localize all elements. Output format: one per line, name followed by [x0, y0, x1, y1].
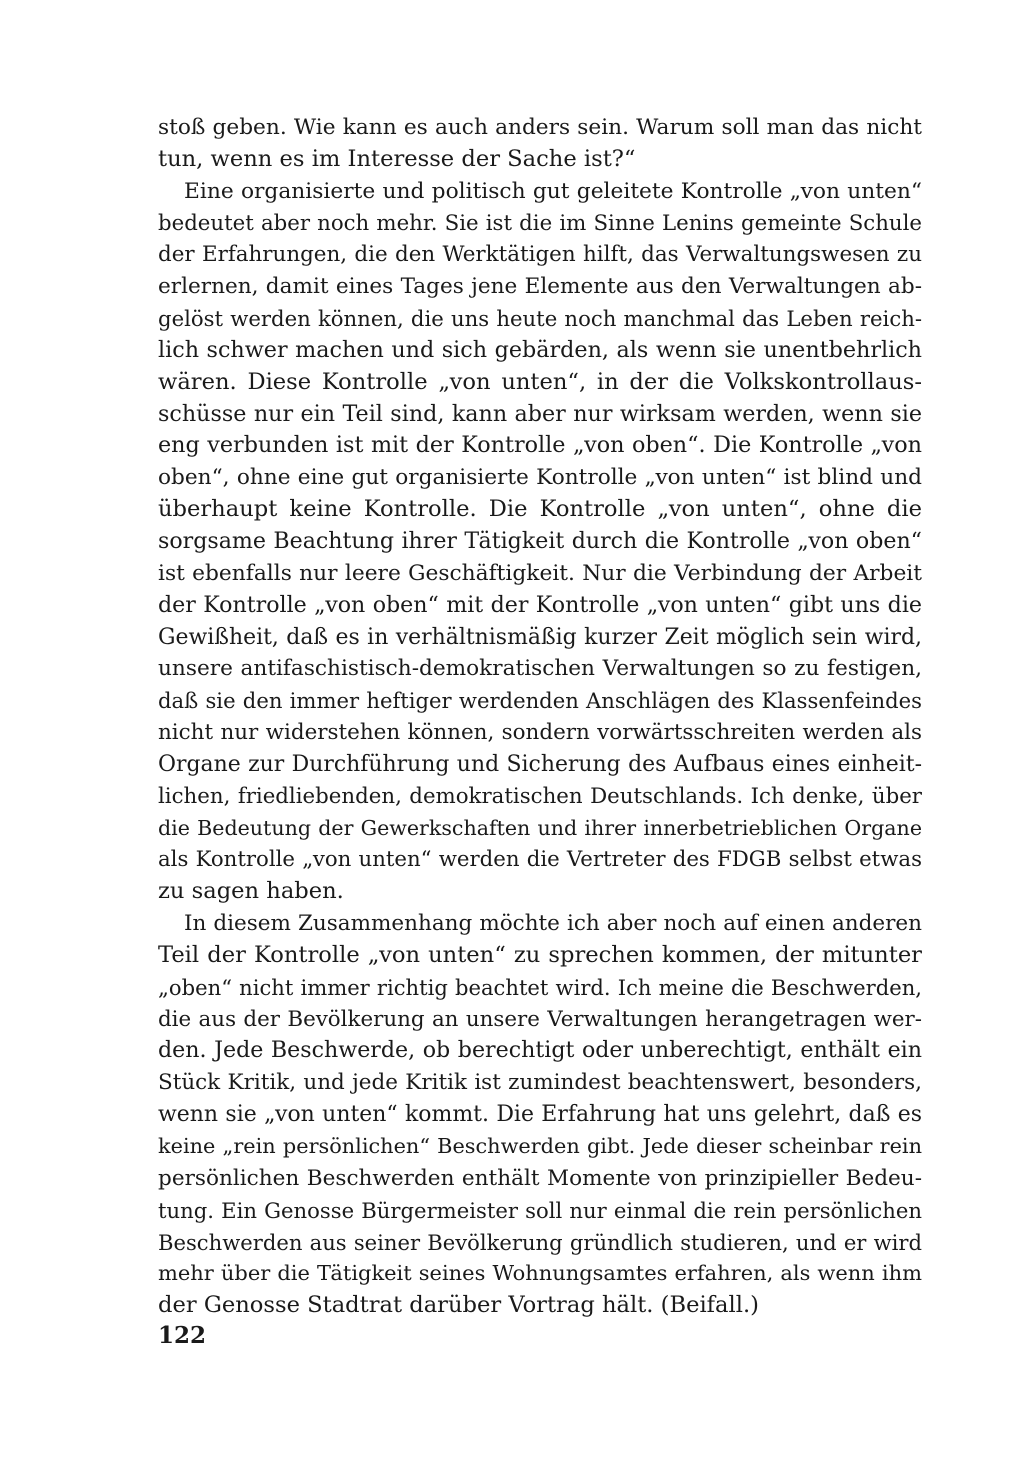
text-line: wenn sie „von unten“ kommt. Die Erfahrung hat uns gelehrt, daß es	[158, 1102, 922, 1128]
text-line: zu sagen haben.	[158, 878, 344, 905]
text-line: oben“, ohne eine gut organisierte Kontrolle „von unten“ ist blind und	[158, 465, 922, 491]
text-line: mehr über die Tätigkeit seines Wohnungsamtes erfahren, als wenn ihm	[158, 1261, 922, 1286]
text-line: der Erfahrungen, die den Werktätigen hilft, das Verwaltungswesen zu	[158, 242, 922, 268]
text-line: unsere antifaschistisch-demokratischen Verwaltungen so zu festigen,	[158, 656, 922, 682]
text-line: „oben“ nicht immer richtig beachtet wird. Ich meine die Beschwerden,	[158, 974, 922, 1000]
text-line: die Bedeutung der Gewerkschaften und ihrer innerbetrieblichen Organe	[158, 815, 922, 840]
text-line: lichen, friedliebenden, demokratischen Deutschlands. Ich denke, über	[158, 783, 922, 809]
text-line: keine „rein persönlichen“ Beschwerden gibt. Jede dieser scheinbar rein	[158, 1134, 922, 1158]
text-line: lich schwer machen und sich gebärden, als wenn sie unentbehrlich	[158, 336, 922, 363]
text-line: eng verbunden ist mit der Kontrolle „von oben“. Die Kontrolle „von	[158, 432, 922, 459]
text-line: ist ebenfalls nur leere Geschäftigkeit. Nur die Verbindung der Arbeit	[158, 560, 922, 586]
text-line: der Genosse Stadtrat darüber Vortrag hält. (Beifall.)	[158, 1292, 759, 1319]
text-line: stoß geben. Wie kann es auch anders sein. Warum soll man das nicht	[158, 115, 922, 140]
text-line: wären. Diese Kontrolle „von unten“, in der die Volkskontrollaus-	[158, 368, 922, 395]
text-line: gelöst werden können, die uns heute noch manchmal das Leben reich-	[158, 306, 922, 332]
text-line: der Kontrolle „von oben“ mit der Kontrolle „von unten“ gibt uns die	[158, 591, 922, 618]
text-line: Stück Kritik, und jede Kritik ist zumindest beachtenswert, besonders,	[158, 1070, 922, 1096]
text-line: bedeutet aber noch mehr. Sie ist die im Sinne Lenins gemeinte Schule	[158, 210, 922, 236]
text-line: erlernen, damit eines Tages jene Elemente aus den Verwaltungen ab-	[158, 274, 922, 300]
text-line: In diesem Zusammenhang möchte ich aber noch auf einen anderen	[184, 911, 922, 937]
text-line: Eine organisierte und politisch gut geleitete Kontrolle „von unten“	[184, 178, 922, 204]
text-line: nicht nur widerstehen können, sondern vorwärtsschreiten werden als	[158, 720, 922, 746]
text-line: den. Jede Beschwerde, ob berechtigt oder unberechtigt, enthält ein	[158, 1037, 922, 1064]
text-line: schüsse nur ein Teil sind, kann aber nur wirksam werden, wenn sie	[158, 400, 922, 427]
text-line: persönlichen Beschwerden enthält Momente von prinzipieller Bedeu-	[158, 1165, 922, 1191]
text-line: daß sie den immer heftiger werdenden Anschlägen des Klassenfeindes	[158, 688, 922, 714]
text-line: Teil der Kontrolle „von unten“ zu sprechen kommen, der mitunter	[158, 941, 922, 968]
text-line: sorgsame Beachtung ihrer Tätigkeit durch die Kontrolle „von oben“	[158, 527, 922, 554]
text-line: überhaupt keine Kontrolle. Die Kontrolle „von unten“, ohne die	[158, 496, 922, 523]
text-line: Gewißheit, daß es in verhältnismäßig kurzer Zeit möglich sein wird,	[158, 624, 922, 650]
text-line: als Kontrolle „von unten“ werden die Vertreter des FDGB selbst etwas	[158, 847, 922, 873]
text-line: die aus der Bevölkerung an unsere Verwaltungen herangetragen wer-	[158, 1006, 922, 1032]
text-line: tung. Ein Genosse Bürgermeister soll nur einmal die rein persönlichen	[158, 1197, 922, 1223]
text-line: Beschwerden aus seiner Bevölkerung gründlich studieren, und er wird	[158, 1229, 922, 1255]
page-number: 122	[158, 1322, 207, 1349]
body-text	[158, 112, 922, 1322]
text-line: tun, wenn es im Interesse der Sache ist?“	[158, 145, 636, 172]
text-line: Organe zur Durchführung und Sicherung des Aufbaus eines einheit-	[158, 751, 922, 777]
